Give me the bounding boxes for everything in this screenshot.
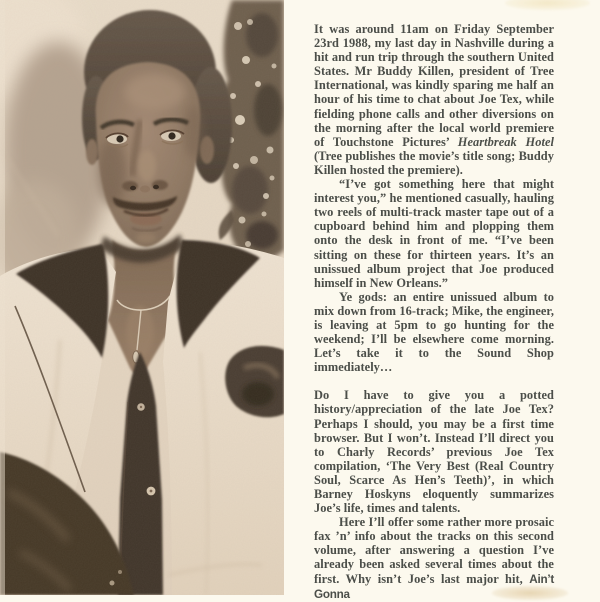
paragraph-text: Ye gods: an entire unissued album to mix down from 16-track; Mike, the engineer, is leaving at 5pm to go hunting for the weekend; I’ll be elsewhere come morning. Let’s take it to the Sound Shop immediately… [314,289,554,375]
photo-grain [0,0,284,595]
paragraph-history [314,388,554,515]
paragraph-intro [314,22,554,177]
paragraph-quote [314,177,554,290]
paragraph-text: Here I’ll offer some rather more prosaic fax ’n’ info about the tracks on this second volume, after answering a question I’ve already been asked several times about the first. Why isn’t Joe’s last major hit, [314,515,554,586]
paragraph-text: It was around 11am on Friday September 23rd 1988, my last day in Nashville during a hit and run trip through the southern United States. Mr Buddy Killen, president of Tree International, was kindly sparing me half an hour of his time to chat about Joe Tex, while fielding phone calls and other diversions on the morning after the local world premiere of Touchstone Pictures’ [314,22,554,149]
song-title-bold: Ain’t Gonna [314,572,554,601]
paragraph-text: (Tree publishes the movie’s title song; Buddy Killen hosted the premiere). [314,148,554,177]
liner-notes-text [314,22,554,602]
scan-smudge-top [505,0,590,10]
portrait-photo [0,0,284,595]
paragraph-ye-gods [314,290,554,375]
scan-smudge-bottom [492,586,568,600]
paragraph-text: Do I have to give you a potted history/appreciation of the late Joe Tex? Perhaps I should, you may be a first time browser. But I won’t. Instead I’ll direct you to Charly Records’ previous Joe Tex compilation, ‘The Very Best (Real Country Soul, Scarce As Hen’s Teeth)’, in which Barney Hoskyns eloquently summarizes Joe’s life, times and talents. [314,388,554,516]
movie-title-italic: Heartbreak Hotel [457,134,554,149]
paragraph-text: “I’ve got something here that might interest you,” he mentioned casually, hauling two reels of multi-track master tape out of a cupboard behind him and plopping them onto the desk in front of me. “I’ve been sitting on these for thirteen years. It’s an unissued album project that Joe produced himself in New Orleans.” [314,177,554,290]
